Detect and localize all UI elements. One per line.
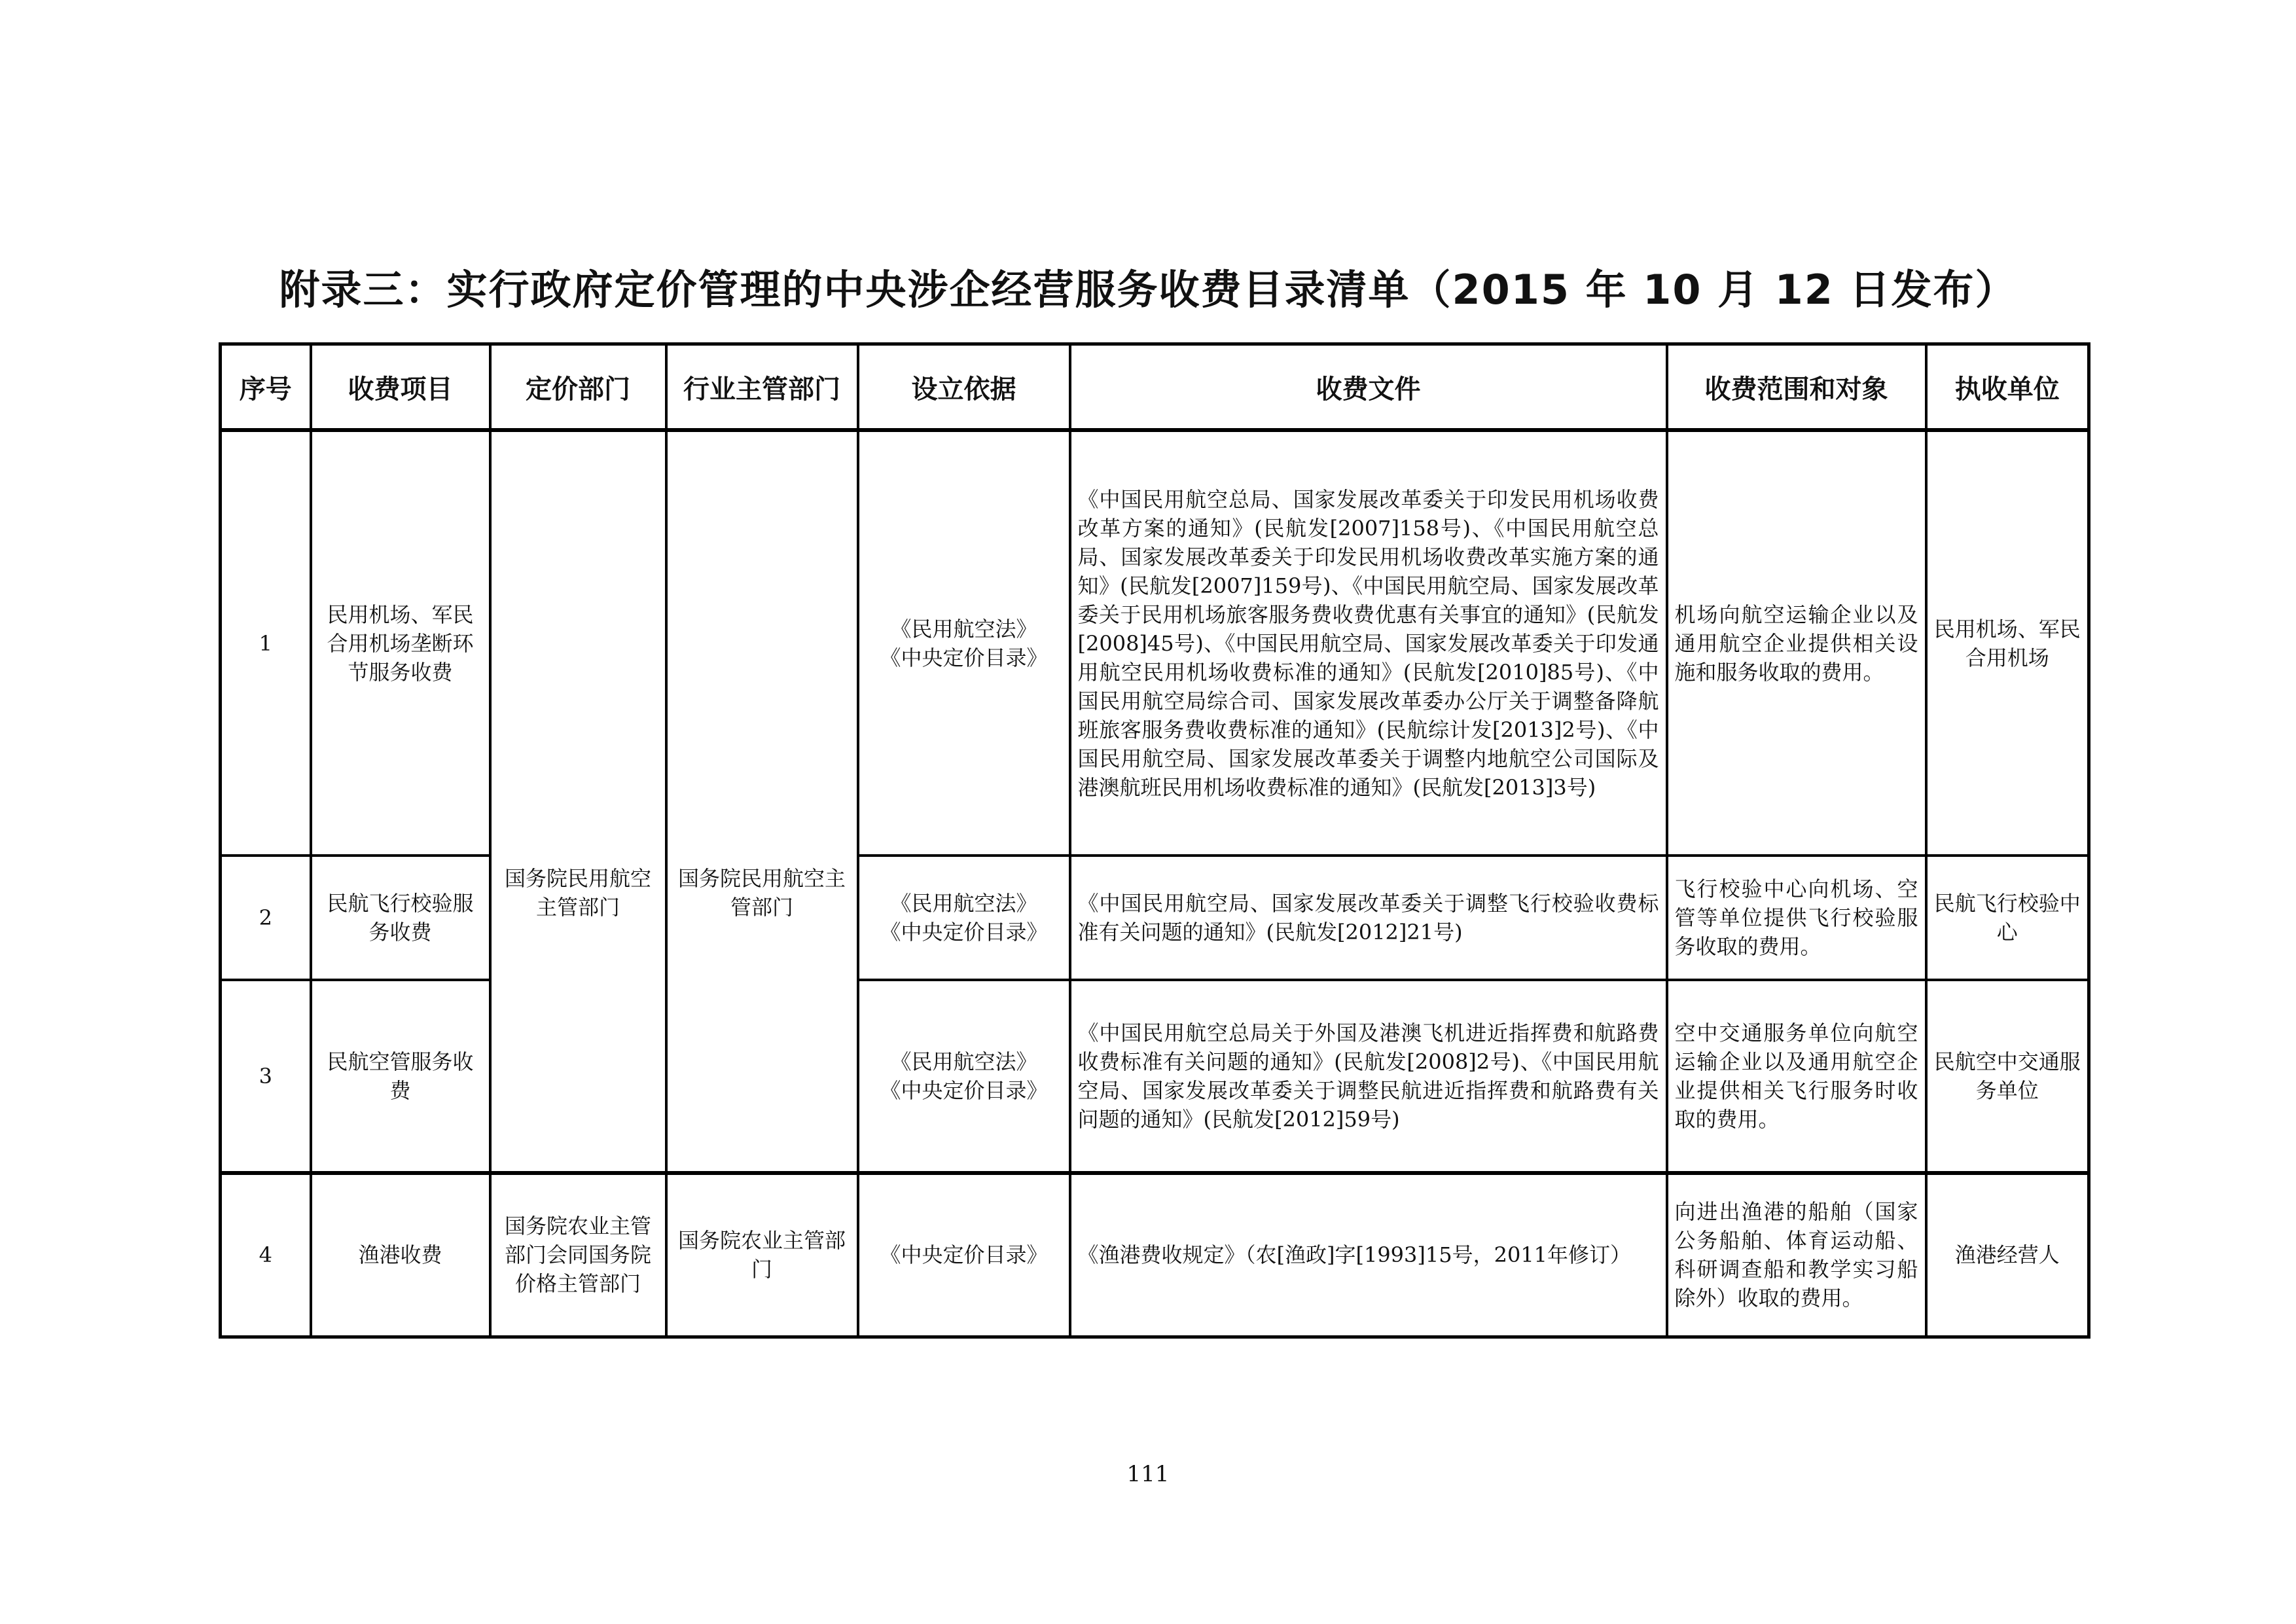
header-no: 序号 xyxy=(221,344,311,431)
row-no: 4 xyxy=(221,1173,311,1337)
row-no: 1 xyxy=(221,430,311,856)
row-scope: 向进出渔港的船舶（国家公务船舶、体育运动船、科研调查船和教学实习船除外）收取的费用。 xyxy=(1667,1173,1926,1337)
row-basis: 《民用航空法》 《中央定价目录》 xyxy=(858,980,1070,1173)
row-industry-dept: 国务院民用航空主管部门 xyxy=(666,430,858,1173)
table-row xyxy=(221,430,2089,856)
row-collector: 民航飞行校验中心 xyxy=(1926,856,2089,980)
row-documents: 《渔港费收规定》（农[渔政]字[1993]15号，2011年修订） xyxy=(1070,1173,1667,1337)
row-collector: 渔港经营人 xyxy=(1926,1173,2089,1337)
header-basis: 设立依据 xyxy=(858,344,1070,431)
header-industry-dept: 行业主管部门 xyxy=(666,344,858,431)
row-item: 民用机场、军民合用机场垄断环节服务收费 xyxy=(311,430,490,856)
row-scope: 空中交通服务单位向航空运输企业以及通用航空企业提供相关飞行服务时收取的费用。 xyxy=(1667,980,1926,1173)
document-title: 附录三：实行政府定价管理的中央涉企经营服务收费目录清单（2015 年 10 月 12 日发布） xyxy=(279,266,2017,314)
row-no: 2 xyxy=(221,856,311,980)
row-item: 民航飞行校验服务收费 xyxy=(311,856,490,980)
page-number: 111 xyxy=(1126,1461,1170,1487)
row-collector: 民用机场、军民合用机场 xyxy=(1926,430,2089,856)
row-basis: 《中央定价目录》 xyxy=(858,1173,1070,1337)
header-scope: 收费范围和对象 xyxy=(1667,344,1926,431)
row-pricing-dept: 国务院民用航空主管部门 xyxy=(490,430,666,1173)
row-documents: 《中国民用航空总局关于外国及港澳飞机进近指挥费和航路费收费标准有关问题的通知》(民航发[2008]2号)、《中国民用航空局、国家发展改革委关于调整民航进近指挥费和航路费有关问题的通知》(民航发[2012]59号) xyxy=(1070,980,1667,1173)
header-collector: 执收单位 xyxy=(1926,344,2089,431)
row-documents: 《中国民用航空局、国家发展改革委关于调整飞行校验收费标准有关问题的通知》(民航发[2012]21号) xyxy=(1070,856,1667,980)
row-documents: 《中国民用航空总局、国家发展改革委关于印发民用机场收费改革方案的通知》(民航发[2007]158号)、《中国民用航空总局、国家发展改革委关于印发民用机场收费改革实施方案的通知》(民航发[2007]159号)、《中国民用航空局、国家发展改革委关于民用机场旅客服务费收费优惠有关事宜的通知》(民航发[2008]45号)、《中国民用航空局、国家发展改革委关于印发通用航空民用机场收费标准的通知》(民航发[2010]85号)、《中国民用航空局综合司、国家发展改革委办公厅关于调整备降航班旅客服务费收费标准的通知》(民航综计发[2013]2号)、《中国民用航空局、国家发展改革委关于调整内地航空公司国际及港澳航班民用机场收费标准的通知》(民航发[2013]3号) xyxy=(1070,430,1667,856)
row-scope: 飞行校验中心向机场、空管等单位提供飞行校验服务收取的费用。 xyxy=(1667,856,1926,980)
row-collector: 民航空中交通服务单位 xyxy=(1926,980,2089,1173)
row-industry-dept: 国务院农业主管部门 xyxy=(666,1173,858,1337)
row-basis: 《民用航空法》 《中央定价目录》 xyxy=(858,856,1070,980)
table-row xyxy=(221,1173,2089,1337)
table-header-row xyxy=(221,344,2089,431)
header-item: 收费项目 xyxy=(311,344,490,431)
fee-catalog-table xyxy=(219,342,2090,1339)
row-item: 民航空管服务收费 xyxy=(311,980,490,1173)
row-item: 渔港收费 xyxy=(311,1173,490,1337)
header-pricing-dept: 定价部门 xyxy=(490,344,666,431)
header-documents: 收费文件 xyxy=(1070,344,1667,431)
row-pricing-dept: 国务院农业主管部门会同国务院价格主管部门 xyxy=(490,1173,666,1337)
row-no: 3 xyxy=(221,980,311,1173)
row-basis: 《民用航空法》 《中央定价目录》 xyxy=(858,430,1070,856)
row-scope: 机场向航空运输企业以及通用航空企业提供相关设施和服务收取的费用。 xyxy=(1667,430,1926,856)
